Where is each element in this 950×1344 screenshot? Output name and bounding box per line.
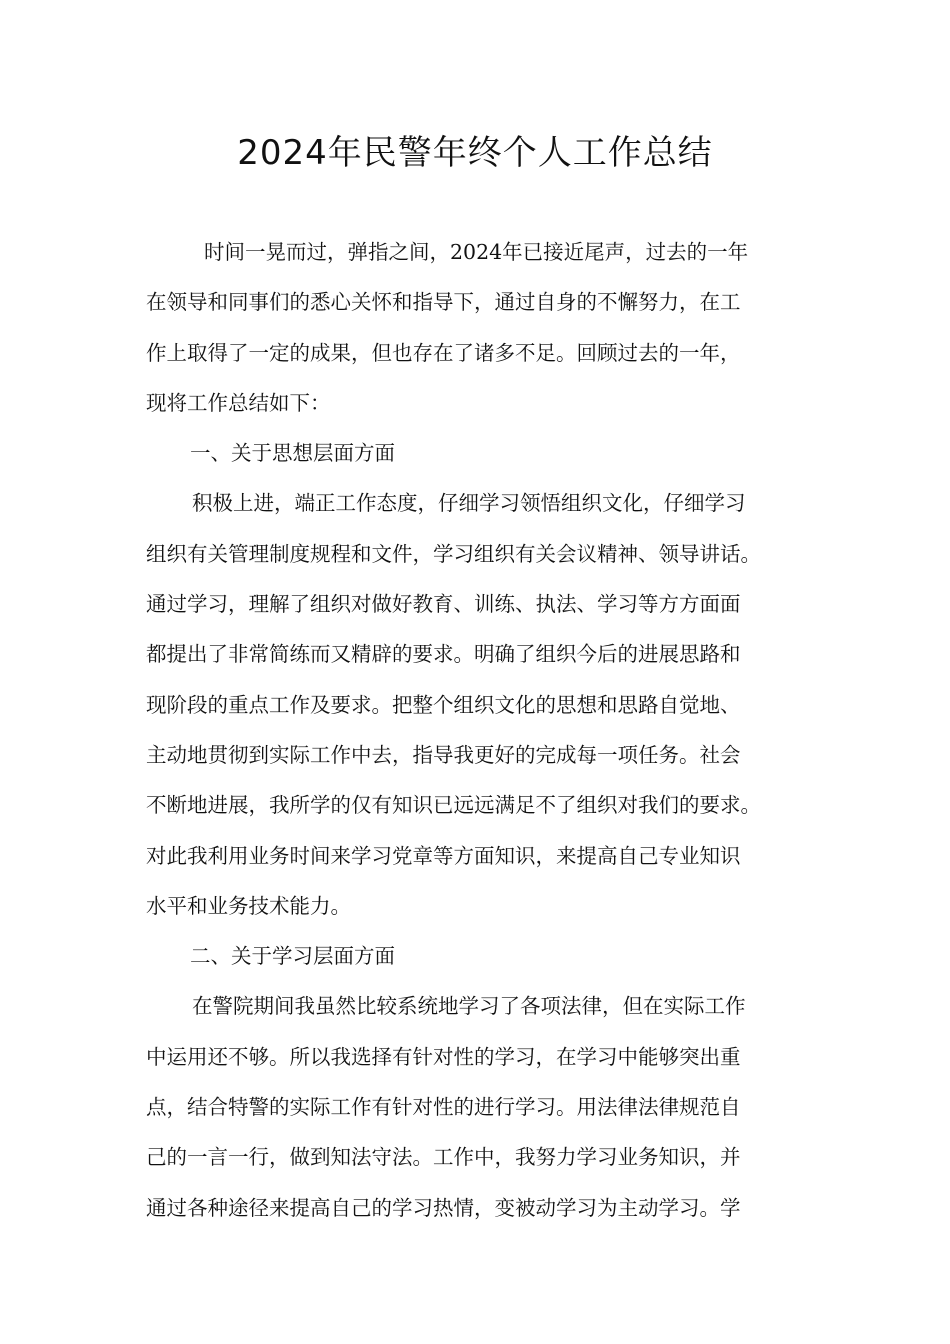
paragraph-line: 己的一言一行，做到知法守法。工作中，我努力学习业务知识，并 [146,1145,741,1170]
paragraph-line: 中运用还不够。所以我选择有针对性的学习，在学习中能够突出重 [146,1044,741,1069]
paragraph-line: 通过学习，理解了组织对做好教育、训练、执法、学习等方方面面 [146,592,741,617]
paragraph-line: 通过各种途径来提高自己的学习热情，变被动学习为主动学习。学 [146,1195,741,1220]
paragraph-line: 点，结合特警的实际工作有针对性的进行学习。用法律法律规范自 [146,1095,741,1120]
paragraph-line: 在警院期间我虽然比较系统地学习了各项法律，但在实际工作 [192,994,746,1019]
paragraph-line: 主动地贯彻到实际工作中去，指导我更好的完成每一项任务。社会 [146,742,741,767]
section-heading: 一、关于思想层面方面 [190,441,395,466]
paragraph-line: 都提出了非常简练而又精辟的要求。明确了组织今后的进展思路和 [146,642,741,667]
paragraph-line: 在领导和同事们的悉心关怀和指导下，通过自身的不懈努力，在工 [146,290,741,315]
paragraph-line: 现将工作总结如下： [146,390,331,415]
paragraph-line: 组织有关管理制度规程和文件，学习组织有关会议精神、领导讲话。 [146,541,761,566]
section-heading: 二、关于学习层面方面 [190,944,395,969]
document-title: 2024年民警年终个人工作总结 [237,133,713,173]
paragraph-line: 现阶段的重点工作及要求。把整个组织文化的思想和思路自觉地、 [146,692,741,717]
paragraph-line: 积极上进，端正工作态度，仔细学习领悟组织文化，仔细学习 [192,491,746,516]
paragraph-line: 不断地进展，我所学的仅有知识已远远满足不了组织对我们的要求。 [146,793,761,818]
document-body [146,232,811,1238]
paragraph-line: 水平和业务技术能力。 [146,893,351,918]
paragraph-line: 对此我利用业务时间来学习党章等方面知识，来提高自己专业知识 [146,843,741,868]
paragraph-line: 作上取得了一定的成果，但也存在了诸多不足。回顾过去的一年， [146,340,741,365]
paragraph-line: 时间一晃而过，弹指之间，2024年已接近尾声，过去的一年 [204,240,749,264]
